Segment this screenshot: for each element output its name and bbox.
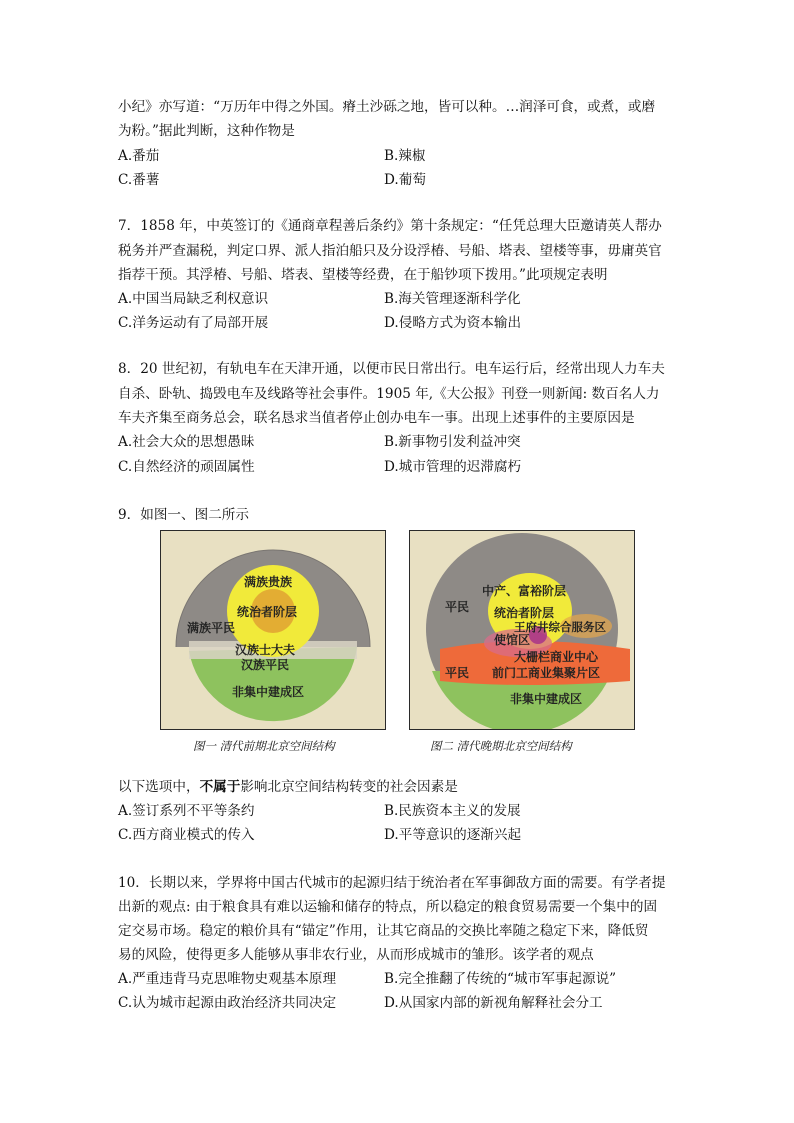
q6-option-c: C.番薯	[118, 172, 160, 188]
fig1-label-han-commoners: 汉族平民	[241, 658, 290, 672]
q6-option-a: A.番茄	[118, 148, 160, 164]
q10-stem-line-4: 易的风险，使得更多人能够从事非农行业，从而形成城市的雏形。该学者的观点	[118, 947, 594, 963]
q9-stem-post: 影响北京空间结构转变的社会因素是	[240, 779, 458, 795]
q8-stem-line-1: 8．20 世纪初，有轨电车在天津开通，以便市民日常出行。电车运行后，经常出现人力车夫	[118, 361, 665, 377]
q7-stem-line-2: 税务并严查漏税，判定口界、派人指泊船只及分设浮椿、号船、塔表、望楼等事，毋庸英官	[118, 243, 662, 259]
figure-1-caption: 图一 清代前期北京空间结构	[193, 739, 335, 753]
fig2-label-middle-wealthy: 中产、富裕阶层	[482, 584, 567, 598]
q6-stem-line-1: 小纪》亦写道：“万历年中得之外国。瘠土沙砾之地，皆可以种。…润泽可食，或煮，或磨	[118, 99, 656, 115]
figure-2-late-qing-beijing	[409, 530, 635, 730]
q10-option-d: D.从国家内部的新视角解释社会分工	[384, 995, 603, 1011]
q6-option-d: D.葡萄	[384, 172, 426, 188]
fig1-label-non-built-area: 非集中建成区	[232, 685, 305, 699]
fig2-label-legation: 使馆区	[494, 633, 531, 647]
q7-option-c: C.洋务运动有了局部开展	[118, 315, 269, 331]
q9-stem-pre: 以下选项中，	[118, 779, 200, 795]
fig2-label-commoners-bottom: 平民	[445, 666, 470, 680]
q10-stem-line-3: 定交易市场。稳定的粮价具有“锚定”作用，让其它商品的交换比率随之稳定下来，降低贸	[118, 923, 649, 939]
fig2-label-commoners-top: 平民	[445, 600, 470, 614]
q8-option-b: B.新事物引发利益冲突	[384, 434, 521, 450]
q10-option-b: B.完全推翻了传统的“城市军事起源说”	[384, 971, 617, 987]
q9-option-b: B.民族资本主义的发展	[384, 803, 521, 819]
fig2-label-rulers: 统治者阶层	[494, 606, 555, 620]
q8-stem-line-3: 车夫齐集至商务总会，联名恳求当值者停止创办电车一事。出现上述事件的主要原因是	[118, 410, 635, 426]
fig2-label-dashilar: 大栅栏商业中心	[514, 650, 599, 664]
q9-intro: 9．如图一、图二所示	[118, 507, 249, 523]
q9-option-d: D.平等意识的逐渐兴起	[384, 827, 522, 843]
figure-1-early-qing-beijing	[160, 530, 386, 730]
q6-option-b: B.辣椒	[384, 148, 426, 164]
q7-option-a: A.中国当局缺乏利权意识	[118, 291, 269, 307]
q7-option-d: D.侵略方式为资本输出	[384, 315, 522, 331]
figure-2-caption: 图二 清代晚期北京空间结构	[430, 739, 572, 753]
fig2-label-wangfujing: 王府井综合服务区	[514, 620, 606, 634]
q8-option-d: D.城市管理的迟滞腐朽	[384, 459, 522, 475]
fig1-label-manchu-nobles: 满族贵族	[244, 575, 293, 589]
q10-option-c: C.认为城市起源由政治经济共同决定	[118, 995, 337, 1011]
q7-option-b: B.海关管理逐渐科学化	[384, 291, 521, 307]
fig1-label-rulers: 统治者阶层	[237, 605, 298, 619]
q8-stem-line-2: 自杀、卧轨、捣毁电车及线路等社会事件。1905 年,《大公报》刊登一则新闻: 数百名人力	[118, 386, 660, 402]
q8-option-c: C.自然经济的顽固属性	[118, 459, 255, 475]
q8-option-a: A.社会大众的思想愚昧	[118, 434, 255, 450]
fig1-label-manchu-commoners: 满族平民	[187, 621, 236, 635]
q9-stem	[118, 777, 458, 797]
q9-stem-emphasis: 不属于	[199, 779, 241, 795]
fig2-label-qianmen: 前门工商业集聚片区	[492, 666, 601, 680]
q9-option-c: C.西方商业模式的传入	[118, 827, 255, 843]
q10-stem-line-1: 10．长期以来，学界将中国古代城市的起源归结于统治者在军事御敌方面的需要。有学者提	[118, 875, 666, 891]
q10-stem-line-2: 出新的观点: 由于粮食具有难以运输和储存的特点，所以稳定的粮食贸易需要一个集中的固	[118, 899, 658, 915]
q7-stem-line-1: 7．1858 年，中英签订的《通商章程善后条约》第十条规定：“任凭总理大臣邀请英人帮办	[118, 218, 662, 234]
q6-stem-line-2: 为粉。”据此判断，这种作物是	[118, 123, 295, 139]
q7-stem-line-3: 指荐干预。其浮椿、号船、塔表、望楼等经费，在于船钞项下拨用。”此项规定表明	[118, 267, 608, 283]
fig1-label-han-scholars: 汉族士大夫	[235, 643, 296, 657]
fig2-label-non-built-area: 非集中建成区	[510, 692, 583, 706]
q10-option-a: A.严重违背马克思唯物史观基本原理	[118, 971, 337, 987]
q9-option-a: A.签订系列不平等条约	[118, 803, 255, 819]
